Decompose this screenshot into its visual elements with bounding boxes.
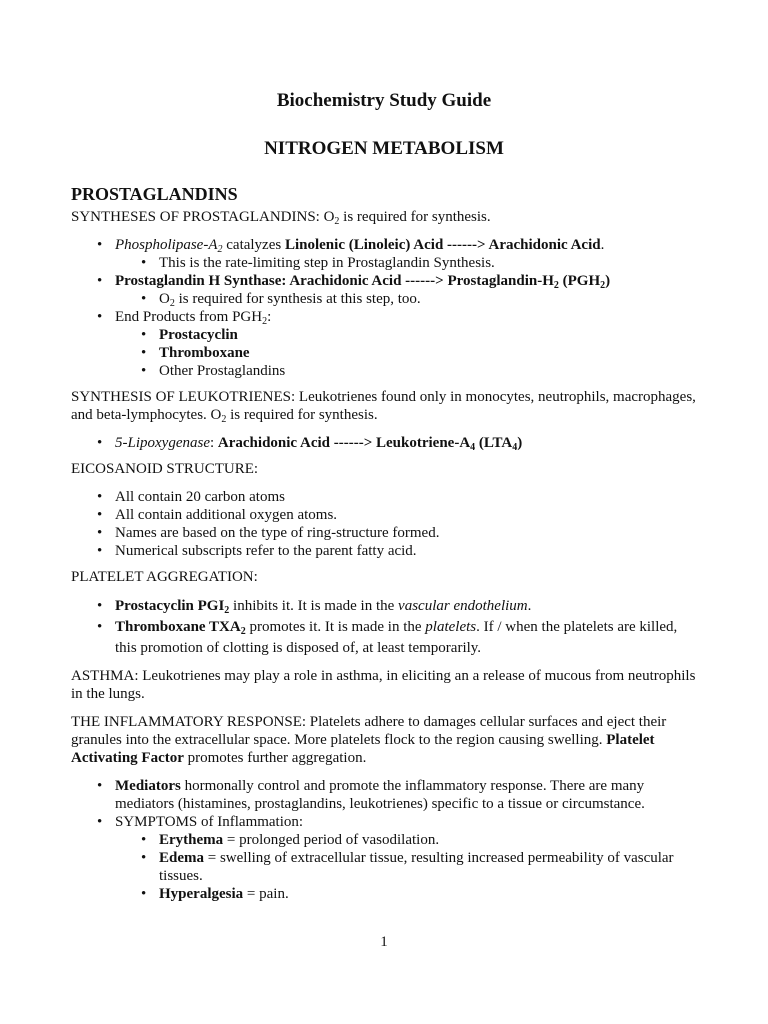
list-text: : (267, 309, 272, 325)
syntheses-intro-end: is required for synthesis. (339, 209, 491, 225)
subscript: 2 (240, 626, 246, 637)
reaction-text: Linolenic (Linoleic) Acid ------> Arachidonic Acid (284, 237, 601, 253)
list-item: • Names are based on the type of ring-structure formed. (71, 524, 697, 542)
subscript: 2 (334, 216, 340, 227)
list-text: inhibits it. It is made in the (229, 598, 399, 614)
document-body (71, 183, 697, 911)
product-name: Other Prostaglandins (159, 363, 286, 379)
reaction-text: (LTA (475, 435, 513, 451)
reaction-text: (PGH (558, 273, 601, 289)
list-text: . If / when the platelets are killed, this promotion of clotting is disposed of, at least temporarily. (115, 619, 678, 656)
platelet-list (71, 596, 697, 659)
document-subtitle: NITROGEN METABOLISM (264, 138, 504, 159)
list-item (71, 434, 697, 452)
list-text-italic: vascular endothelium (398, 598, 528, 614)
list-text: SYMPTOMS of Inflammation: (115, 814, 304, 830)
list-item (71, 596, 697, 617)
list-text-italic: platelets (425, 619, 477, 635)
inflammatory-paragraph (71, 713, 697, 767)
product-name: Prostacyclin (159, 327, 238, 343)
list-text: hormonally control and promote the inflammatory response. There are many mediators (histamines, prostaglandins, leukotrienes) specific to a tissue or circumstance. (115, 778, 645, 812)
list-text: O (159, 291, 170, 307)
subscript: 2 (221, 414, 227, 425)
page-number: 1 (380, 934, 388, 950)
list-item (115, 326, 697, 344)
subscript: 2 (600, 280, 606, 291)
leukotrienes-paragraph (71, 388, 697, 424)
list-item (71, 813, 697, 903)
list-item (115, 362, 697, 380)
term: Edema (159, 850, 204, 866)
definition: = prolonged period of vasodilation. (223, 832, 440, 848)
eicosanoid-heading: EICOSANOID STRUCTURE: (71, 461, 259, 477)
subscript: 2 (553, 280, 559, 291)
list-text: catalyzes (222, 237, 285, 253)
list-item: • This is the rate-limiting step in Prostaglandin Synthesis. (115, 254, 697, 272)
platelet-heading: PLATELET AGGREGATION: (71, 569, 258, 585)
definition: = pain. (243, 886, 289, 902)
list-item (71, 236, 697, 272)
subscript: 4 (470, 442, 476, 453)
definition: = swelling of extracellular tissue, resulting increased permeability of vascular tissues. (159, 850, 674, 884)
reaction-text: Prostaglandin H Synthase: Arachidonic Acid ------> Prostaglandin-H (115, 273, 554, 289)
list-text: is required for synthesis at this step, too. (174, 291, 421, 307)
list-item (71, 272, 697, 308)
list-item (115, 290, 697, 308)
section-heading: PROSTAGLANDINS (71, 184, 238, 204)
list-item (71, 777, 697, 813)
inflammatory-list (71, 777, 697, 903)
reaction-text: ) (605, 273, 611, 289)
term: Hyperalgesia (159, 886, 244, 902)
list-text: End Products from PGH (115, 309, 263, 325)
list-item: • All contain additional oxygen atoms. (71, 506, 697, 524)
subscript: 2 (217, 244, 223, 255)
term: Platelet Activating Factor (71, 732, 655, 766)
syntheses-intro-text: SYNTHESES OF PROSTAGLANDINS: O (71, 209, 335, 225)
list-text: : (209, 435, 218, 451)
product-name: Thromboxane (159, 345, 250, 361)
paragraph-text: THE INFLAMMATORY RESPONSE: Platelets adhere to damages cellular surfaces and eject their granules into the extracellular space. More platelets flock to the region causing swelling. (71, 714, 667, 748)
paragraph-text: promotes further aggregation. (183, 750, 367, 766)
sub-list (115, 290, 697, 308)
subscript: 2 (224, 605, 230, 616)
list-item (115, 849, 697, 885)
list-item (115, 344, 697, 362)
list-item (115, 885, 697, 903)
sub-list (115, 254, 697, 272)
list-text: . (527, 598, 532, 614)
term: Prostacyclin PGI (115, 598, 225, 614)
term: Erythema (159, 832, 224, 848)
list-text: . (600, 237, 605, 253)
list-item: • All contain 20 carbon atoms (71, 488, 697, 506)
document-title: Biochemistry Study Guide (276, 90, 492, 111)
term: Mediators (115, 778, 181, 794)
paragraph-text: SYNTHESIS OF LEUKOTRIENES: Leukotrienes found only in monocytes, neutrophils, macrophages, and beta-lymphocytes. O (71, 389, 696, 423)
syntheses-list (71, 236, 697, 380)
reaction-text: ) (517, 435, 523, 451)
syntheses-intro (71, 208, 697, 226)
list-item: • Numerical subscripts refer to the parent fatty acid. (71, 542, 697, 560)
subscript: 4 (512, 442, 518, 453)
products-list (115, 326, 697, 380)
paragraph-text: is required for synthesis. (226, 407, 378, 423)
list-item (71, 617, 697, 659)
list-item (71, 308, 697, 380)
subscript: 2 (262, 316, 268, 327)
leukotrienes-list (71, 434, 697, 452)
list-item (115, 831, 697, 849)
reaction-text: Arachidonic Acid ------> Leukotriene-A (217, 435, 471, 451)
term: Thromboxane TXA (115, 619, 241, 635)
symptoms-list (115, 831, 697, 903)
subscript: 2 (169, 298, 175, 309)
eicosanoid-list (71, 488, 697, 560)
list-text: promotes it. It is made in the (245, 619, 426, 635)
enzyme-name: Phospholipase-A (115, 237, 218, 253)
asthma-paragraph: ASTHMA: Leukotrienes may play a role in asthma, in eliciting an a release of mucous from neutrophils in the lungs. (71, 668, 696, 702)
enzyme-name: 5-Lipoxygenase (115, 435, 210, 451)
